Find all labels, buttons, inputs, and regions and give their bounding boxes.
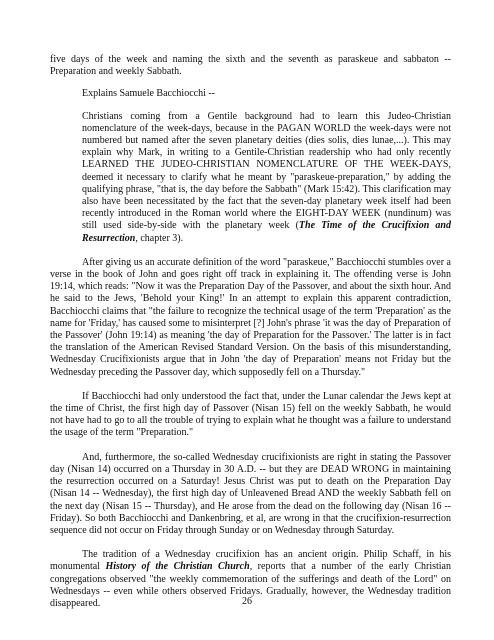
paragraph-continuation: five days of the week and naming the sixth and the seventh as paraskeue and sabbaton -- Preparation and weekly Sabbath.: [50, 54, 451, 78]
paragraph-john-verse: After giving us an accurate definition of the word "paraskeue," Bacchiocchi stumbles over a verse in the book of John and goes right off track in explaining it. The offending verse is John 19:14, which reads: "Now it was the Preparation Day of the Passover, and about the sixth hour. And he said to the Jews, 'Behold your King!' In an attempt to explain this apparent contradiction, Bacchiocchi claims that "the failure to recognize the technical usage of the term 'Preparation' as the name for 'Friday,' has caused some to misinterpret [?] John's phrase 'it was the day of Preparation of the Passover' (John 19:14) as meaning 'the day of Preparation for the Passover.' The latter is in fact the translation of the American Revised Standard Version. On the basis of this misunderstanding, Wednesday Crucifixionists argue that in John 'the day of Preparation' means not Friday but the Wednesday preceding the Passover day, which supposedly fell on a Thursday.": [50, 256, 451, 378]
book-title-history: History of the Christian Church: [105, 561, 250, 573]
book-title-crucifixion: The Time of the Crucifixion and Resurrection: [82, 220, 451, 244]
page-number: 26: [242, 596, 252, 607]
quote-intro: Explains Samuele Bacchiocchi --: [82, 88, 216, 100]
tradition-text-start: The tradition of a Wednesday crucifixion has an ancient origin. Philip Schaff, in his monumental: [50, 549, 451, 573]
tradition-text-end: , reports that a number of the early Christian congregations observed "the weekly commemoration of the sufferings and death of the Lord" on Wednesdays -- even while others observed Fridays. Gradually, however, the Wednesday tradition disappeared.: [50, 561, 451, 609]
block-quote: [82, 111, 451, 245]
block-quote-text: Christians coming from a Gentile background had to learn this Judeo-Christian nomenclature of the week-days, because in the PAGAN WORLD the week-days were not numbered but named after the seven planetary deities (dies solis, dies lunae,...). This may explain why Mark, in writing to a Gentile-Christian readership who had only recently LEARNED THE JUDEO-CHRISTIAN NOMENCLATURE OF THE WEEK-DAYS, deemed it necessary to clarify what he meant by "paraskeue-preparation," by adding the qualifying phrase, "that is, the day before the Sabbath" (Mark 15:42). This clarification may also have been necessitated by the fact that the seven-day planetary week itself had been recently introduced in the Roman world where the EIGHT-DAY WEEK (nundinum) was still used side-by-side with the planetary week (: [82, 110, 451, 232]
paragraph-wednesday-crucifixionists: And, furthermore, the so-called Wednesday crucifixionists are right in stating the Passover day (Nisan 14) occurred on a Thursday in 30 A.D. -- but they are DEAD WRONG in maintaining the resurrection occurred on a Saturday! Jesus Christ was put to death on the Preparation Day (Nisan 14 -- Wednesday), the first high day of Unleavened Bread AND the weekly Sabbath fell on the next day (Nisan 15 -- Thursday), and He arose from the dead on the following day (Nisan 16 -- Friday). So both Bacchiocchi and Dankenbring, et al, are wrong in that the crucifixion-resurrection sequence did not occur on Friday through Sunday or on Wednesday through Saturday.: [50, 451, 451, 536]
block-quote-end: , chapter 3).: [135, 232, 184, 244]
paragraph-lunar-calendar: If Bacchiocchi had only understood the fact that, under the Lunar calendar the Jews kept at the time of Christ, the first high day of Passover (Nisan 15) fell on the weekly Sabbath, he would not have had to go to all the trouble of trying to explain what he thought was a failure to understand the usage of the term "Preparation.": [50, 390, 451, 439]
